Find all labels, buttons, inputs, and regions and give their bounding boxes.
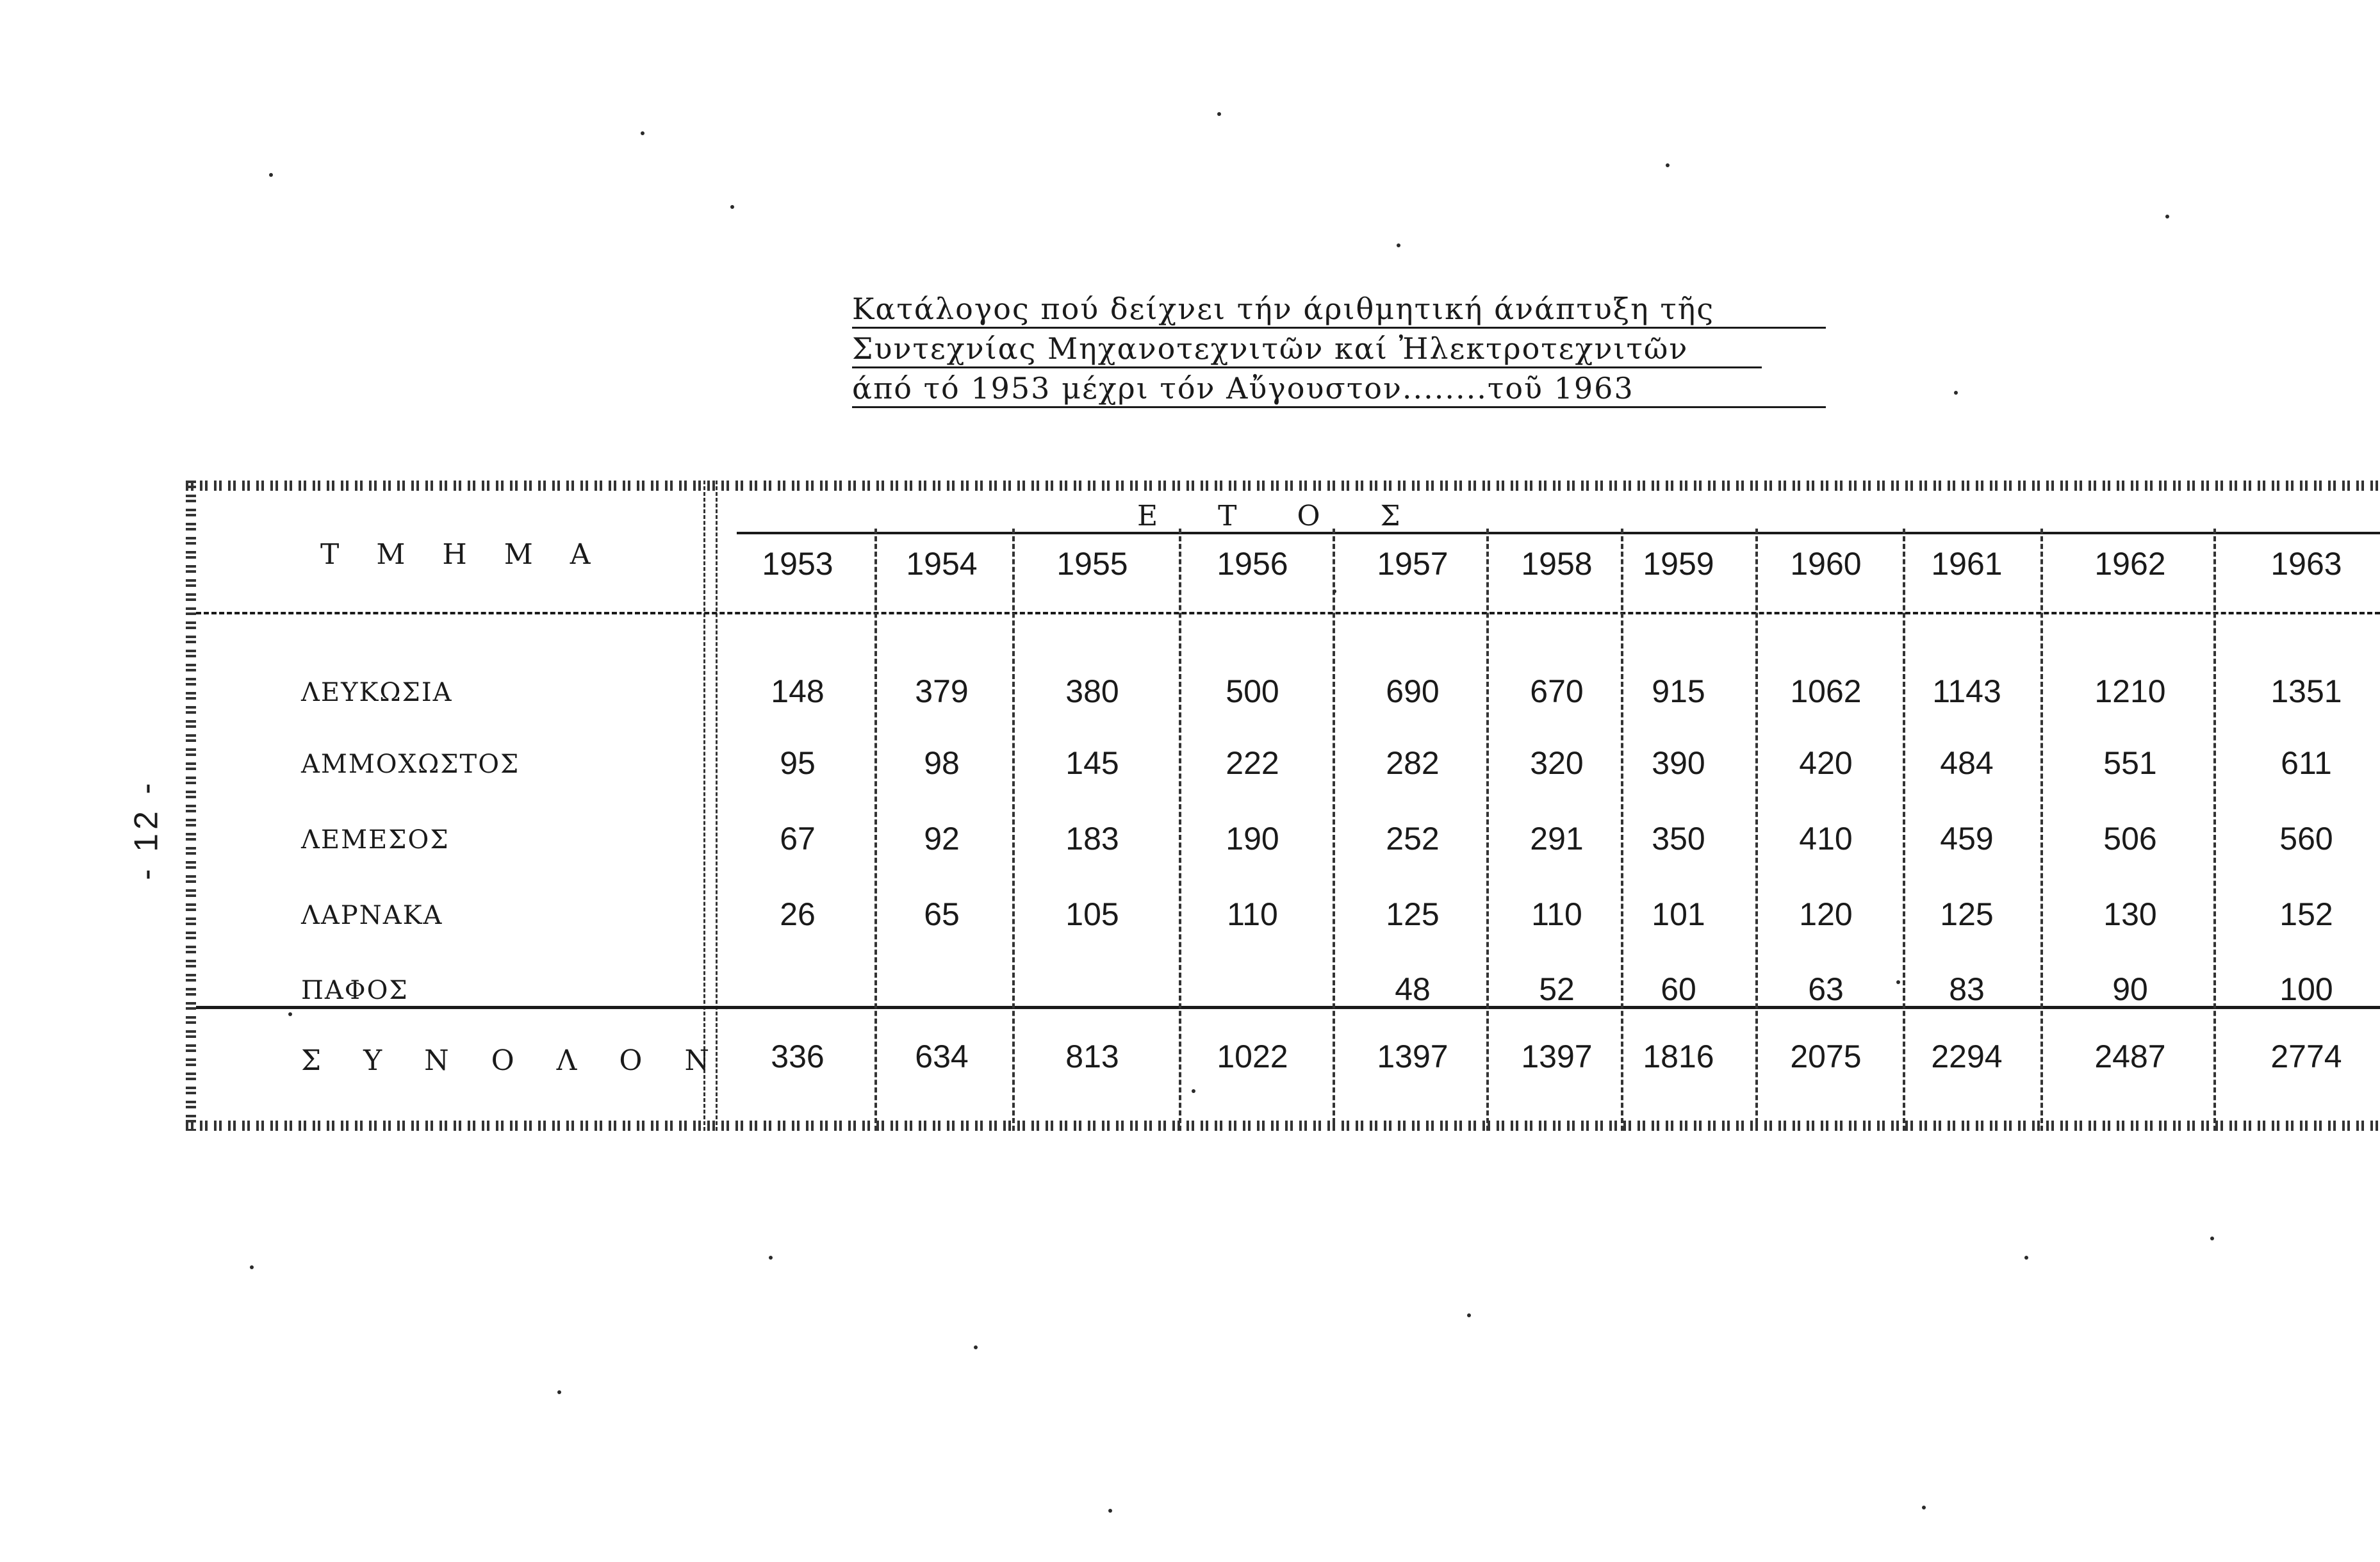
year-header-1960: 1960 [1790, 546, 1862, 582]
table-cell: 690 [1386, 673, 1440, 709]
total-cell: 2075 [1790, 1039, 1862, 1074]
total-separator [196, 1006, 2380, 1009]
table-cell: 26 [780, 896, 816, 932]
table-cell: 551 [2103, 745, 2157, 781]
table-cell: 105 [1065, 896, 1119, 932]
table-cell: 560 [2279, 821, 2333, 857]
total-cell: 2774 [2270, 1039, 2342, 1074]
table-border-top [186, 481, 2380, 491]
page-number: - 12 - [127, 779, 165, 880]
title-line-1: Κατάλογος πού δείχνει τήν άριθμητική άνάπτυξη τῆς [852, 292, 1826, 329]
table-cell: 410 [1799, 821, 1853, 857]
table-cell: 291 [1530, 821, 1584, 857]
speckle [730, 205, 734, 209]
membership-table [186, 481, 2380, 1131]
speckle [2165, 215, 2169, 218]
district-column-header: Τ Μ Η Μ Α [320, 538, 605, 571]
label-column-divider [703, 481, 718, 1131]
total-cell: 1397 [1521, 1039, 1593, 1074]
district-label: ΛΑΡΝΑΚΑ [301, 901, 443, 930]
table-cell: 148 [771, 673, 825, 709]
total-cell: 634 [915, 1039, 969, 1074]
table-cell: 1143 [1932, 673, 2001, 709]
table-cell: 350 [1652, 821, 1705, 857]
speckle [269, 173, 273, 177]
title-line-3: άπό τό 1953 μέχρι τόν Αὔγουστον........τοῦ 1963 [852, 371, 1826, 408]
table-cell: 1062 [1790, 673, 1862, 709]
year-header-1955: 1955 [1056, 546, 1128, 582]
table-cell: 125 [1940, 896, 1994, 932]
table-cell: 130 [2103, 896, 2157, 932]
total-cell: 1022 [1217, 1039, 1288, 1074]
total-cell: 2487 [2094, 1039, 2166, 1074]
district-label: ΠΑΦΟΣ [301, 976, 409, 1005]
table-cell: 63 [1808, 971, 1844, 1007]
speckle [288, 1012, 292, 1016]
table-cell: 125 [1386, 896, 1440, 932]
year-header-rule [737, 532, 2380, 534]
table-cell: 190 [1226, 821, 1279, 857]
year-header-1961: 1961 [1931, 546, 2003, 582]
table-cell: 101 [1652, 896, 1705, 932]
table-cell: 1351 [2270, 673, 2342, 709]
table-cell: 670 [1530, 673, 1584, 709]
table-cell: 120 [1799, 896, 1853, 932]
year-header-1958: 1958 [1521, 546, 1593, 582]
table-cell: 380 [1065, 673, 1119, 709]
column-separator [1486, 529, 1489, 1131]
column-separator [2213, 529, 2216, 1131]
district-label: ΛΕΜΕΣΟΣ [301, 825, 450, 855]
table-cell: 48 [1395, 971, 1431, 1007]
table-cell: 484 [1940, 745, 1994, 781]
table-cell: 1210 [2094, 673, 2166, 709]
table-cell: 145 [1065, 745, 1119, 781]
speckle [974, 1345, 978, 1349]
speckle [1397, 243, 1400, 247]
table-cell: 67 [780, 821, 816, 857]
table-cell: 506 [2103, 821, 2157, 857]
table-cell: 90 [2112, 971, 2148, 1007]
table-cell: 92 [924, 821, 960, 857]
year-group-header: Ε Τ Ο Σ [1137, 500, 1426, 532]
table-border-bottom [186, 1121, 2380, 1131]
year-header-1962: 1962 [2094, 546, 2166, 582]
total-row-label: Σ Υ Ν Ο Λ Ο Ν [301, 1044, 726, 1077]
year-header-1957: 1957 [1377, 546, 1449, 582]
year-header-1963: 1963 [2270, 546, 2342, 582]
table-cell: 500 [1226, 673, 1279, 709]
column-separator [874, 529, 877, 1131]
speckle [1108, 1509, 1112, 1513]
table-cell: 915 [1652, 673, 1705, 709]
table-border-left [186, 481, 196, 1131]
year-header-1954: 1954 [906, 546, 978, 582]
title-line-2: Συντεχνίας Μηχανοτεχνιτῶν καί Ἠλεκτροτεχνιτῶν [852, 331, 1762, 368]
year-header-1953: 1953 [762, 546, 833, 582]
district-label: ΑΜΜΟΧΩΣΤΟΣ [301, 750, 520, 779]
speckle [250, 1265, 254, 1269]
table-cell: 459 [1940, 821, 1994, 857]
column-separator [2040, 529, 2043, 1131]
table-cell: 98 [924, 745, 960, 781]
table-cell: 100 [2279, 971, 2333, 1007]
table-cell: 222 [1226, 745, 1279, 781]
total-cell: 336 [771, 1039, 825, 1074]
speckle [1954, 391, 1958, 395]
speckle [1192, 1089, 1195, 1093]
total-cell: 1397 [1377, 1039, 1449, 1074]
speckle [769, 1256, 773, 1260]
header-separator [196, 612, 2380, 614]
district-label: ΛΕΥΚΩΣΙΑ [301, 678, 453, 707]
column-separator [1012, 529, 1015, 1131]
table-cell: 611 [2281, 745, 2332, 781]
table-cell: 420 [1799, 745, 1853, 781]
table-cell: 95 [780, 745, 816, 781]
year-header-1956: 1956 [1217, 546, 1288, 582]
table-cell: 60 [1661, 971, 1696, 1007]
document-title [852, 292, 1826, 411]
speckle [1333, 589, 1336, 593]
total-cell: 813 [1065, 1039, 1119, 1074]
speckle [1666, 163, 1670, 167]
column-separator [1755, 529, 1758, 1131]
speckle [557, 1390, 561, 1394]
table-cell: 110 [1531, 896, 1582, 932]
table-cell: 320 [1530, 745, 1584, 781]
table-cell: 65 [924, 896, 960, 932]
speckle [641, 131, 644, 135]
table-cell: 152 [2279, 896, 2333, 932]
column-separator [1179, 529, 1181, 1131]
table-cell: 390 [1652, 745, 1705, 781]
total-cell: 2294 [1931, 1039, 2003, 1074]
column-separator [1333, 529, 1335, 1131]
table-cell: 110 [1227, 896, 1278, 932]
speckle [1217, 112, 1221, 116]
table-cell: 83 [1949, 971, 1985, 1007]
table-cell: 282 [1386, 745, 1440, 781]
speckle [2024, 1256, 2028, 1260]
speckle [1896, 980, 1900, 984]
speckle [2210, 1237, 2214, 1240]
table-cell: 52 [1539, 971, 1575, 1007]
year-header-1959: 1959 [1643, 546, 1714, 582]
total-cell: 1816 [1643, 1039, 1714, 1074]
table-cell: 183 [1065, 821, 1119, 857]
table-cell: 379 [915, 673, 969, 709]
speckle [1467, 1313, 1471, 1317]
table-cell: 252 [1386, 821, 1440, 857]
speckle [1922, 1506, 1926, 1509]
